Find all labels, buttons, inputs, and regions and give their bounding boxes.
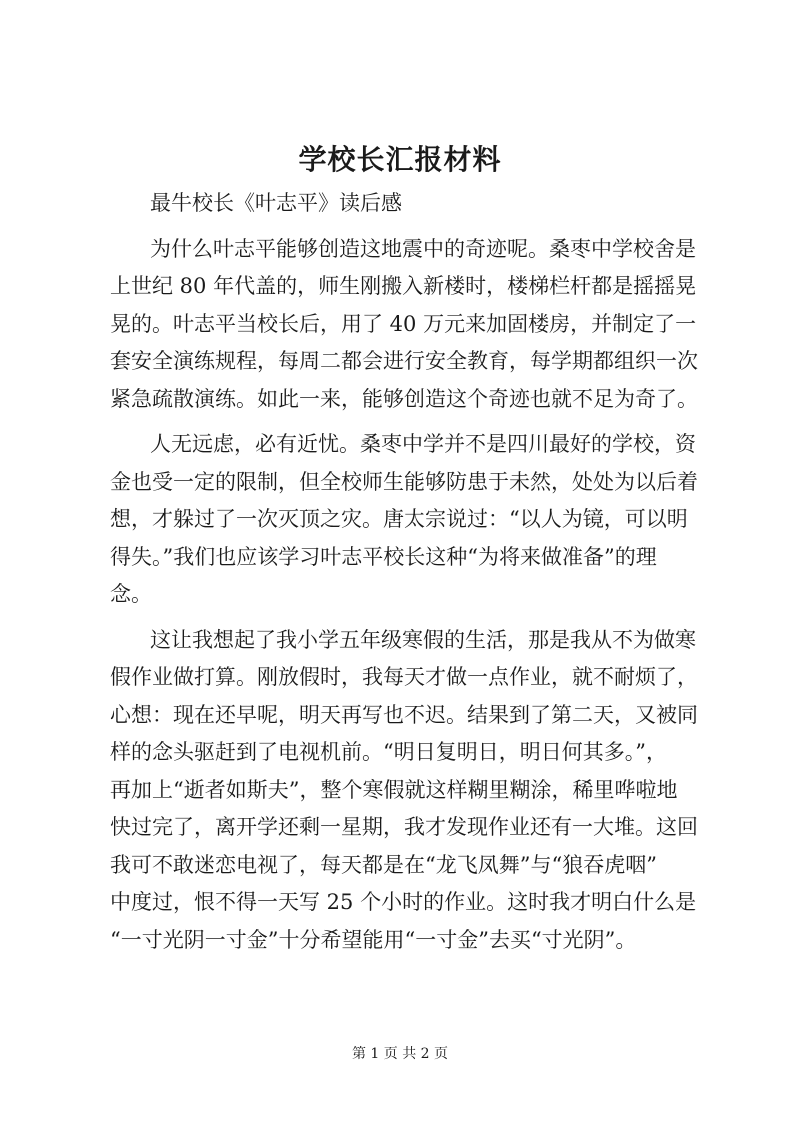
document-title: 学校长汇报材料: [298, 143, 502, 176]
page-footer: 第 1 页 共 2 页: [351, 1046, 449, 1062]
text-line: 再加上“逝者如斯夫”，整个寒假就这样糊里糊涂，稀里哗啦地: [110, 777, 678, 802]
text-line: 最牛校长《叶志平》读后感: [150, 191, 402, 215]
text-line: 这让我想起了我小学五年级寒假的生活，那是我从不为做寒: [150, 627, 696, 652]
text-line: 上世纪 80 年代盖的，师生刚搬入新楼时，楼梯栏杆都是摇摇晃: [110, 274, 697, 298]
text-line: 样的念头驱赶到了电视机前。“明日复明日，明日何其多。”，: [110, 740, 667, 764]
text-line: 我可不敢迷恋电视了，每天都是在“龙飞凤舞”与“狼吞虎咽”: [110, 852, 657, 877]
text-line: 紧急疏散演练。如此一来，能够创造这个奇迹也就不足为奇了。: [110, 386, 698, 411]
text-line: 金也受一定的限制，但全校师生能够防患于未然，处处为以后着: [110, 469, 698, 494]
text-line: 假作业做打算。刚放假时，我每天才做一点作业，就不耐烦了，: [110, 665, 698, 689]
paragraph-3: [110, 622, 708, 960]
text-line: 心想：现在还早呢，明天再写也不迟。结果到了第二天，又被同: [110, 702, 698, 727]
text-line: 念。: [110, 582, 152, 606]
document-body: [110, 185, 708, 967]
text-line: 快过完了，离开学还剩一星期，我才发现作业还有一大堆。这回: [110, 815, 698, 839]
text-line: “一寸光阴一寸金”十分希望能用“一寸金”去买“寸光阴”。: [110, 927, 637, 952]
text-line: 晃的。叶志平当校长后，用了 40 万元来加固楼房，并制定了一: [110, 311, 697, 336]
text-line: 得失。”我们也应该学习叶志平校长这种“为将来做准备”的理: [110, 544, 657, 569]
paragraph-subtitle: [110, 185, 708, 223]
text-line: 套安全演练规程，每周二都会进行安全教育，每学期都组织一次: [110, 349, 698, 373]
text-line: 人无远虑，必有近忧。桑枣中学并不是四川最好的学校，资: [150, 432, 696, 456]
text-line: 为什么叶志平能够创造这地震中的奇迹呢。桑枣中学校舍是: [150, 236, 696, 261]
text-line: 中度过，恨不得一天写 25 个小时的作业。这时我才明白什么是: [110, 890, 697, 914]
paragraph-2: [110, 426, 708, 614]
text-line: 想，才躲过了一次灭顶之灾。唐太宗说过：“以人为镜，可以明: [110, 507, 688, 531]
paragraph-1: [110, 231, 708, 419]
